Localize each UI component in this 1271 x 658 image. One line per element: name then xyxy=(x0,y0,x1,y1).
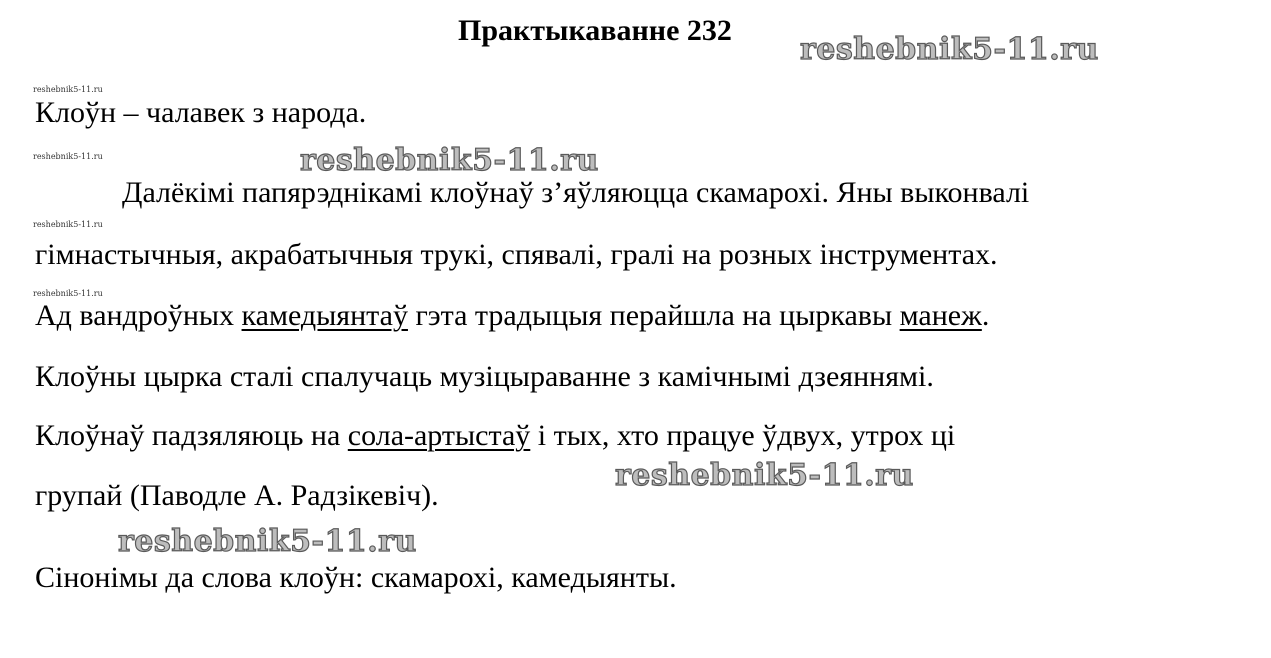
text-line-8: Сінонімы да слова клоўн: скамарохі, камедыянты. xyxy=(35,561,677,594)
underlined-word: манеж xyxy=(899,299,982,332)
watermark-small: reshebnik5-11.ru xyxy=(33,85,103,94)
exercise-title: Практыкаванне 232 xyxy=(458,14,732,47)
text-line-2: Далёкімі папярэднікамі клоўнаў з’яўляюцца скамарохі. Яны выконвалі xyxy=(122,176,1030,209)
watermark: reshebnik5-11.ru xyxy=(615,458,914,493)
text-segment: гэта традыцыя перайшла на цыркавы xyxy=(407,299,900,332)
text-line-1: Клоўн – чалавек з народа. xyxy=(35,96,367,129)
text-segment: і тых, хто працуе ўдвух, утрох ці xyxy=(530,419,956,452)
text-line-3: гімнастычныя, акрабатычныя трукі, спявалі, гралі на розных інструментах. xyxy=(35,238,998,271)
underlined-word: сола-артыстаў xyxy=(347,419,531,452)
text-segment: Клоўнаў падзяляюць на xyxy=(35,419,348,452)
underlined-word: камедыянтаў xyxy=(241,299,408,332)
text-line-4 xyxy=(35,299,989,334)
watermark: reshebnik5-11.ru xyxy=(800,32,1099,67)
text-segment: . xyxy=(981,299,990,332)
watermark-small: reshebnik5-11.ru xyxy=(33,289,103,298)
watermark: reshebnik5-11.ru xyxy=(300,143,599,178)
watermark-small: reshebnik5-11.ru xyxy=(33,152,103,161)
text-line-5: Клоўны цырка сталі спалучаць музіцыраванне з камічнымі дзеяннямі. xyxy=(35,360,934,393)
watermark-small: reshebnik5-11.ru xyxy=(33,220,103,229)
text-line-6 xyxy=(35,419,955,454)
text-line-7: групай (Паводле А. Радзікевіч). xyxy=(35,479,439,512)
text-segment: Ад вандроўных xyxy=(35,299,242,332)
watermark: reshebnik5-11.ru xyxy=(118,524,417,559)
